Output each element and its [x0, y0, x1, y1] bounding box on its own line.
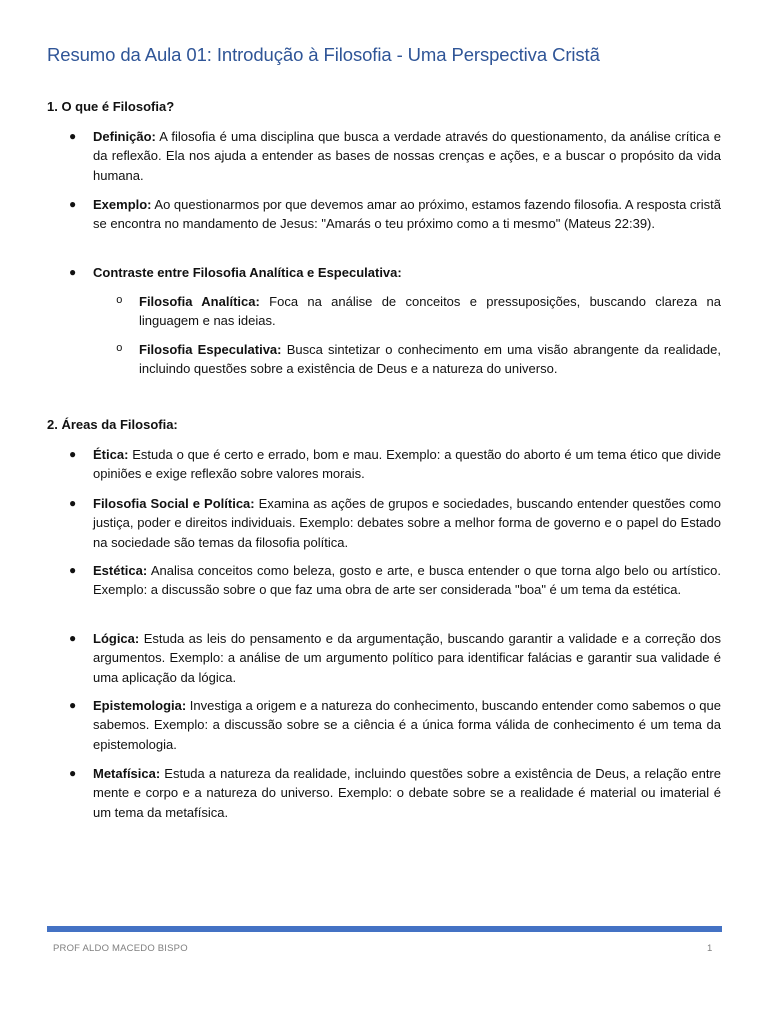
bullet-dot-icon: ● [69, 698, 77, 712]
list-item-etica [69, 445, 721, 484]
list-item-logica [69, 629, 721, 687]
footer-rule [47, 926, 722, 932]
item-text: A filosofia é uma disciplina que busca a verdade através do questionamento, da análise crítica e da reflexão. Ela nos ajuda a entender as bases de nossas crenças e ações, e a buscar o propósito da vida humana. [93, 129, 721, 183]
sub-item-especulativa [116, 340, 721, 379]
bullet-dot-icon: ● [69, 447, 77, 461]
bullet-dot-icon: ● [69, 197, 77, 211]
sub-item-label: Filosofia Analítica: [139, 294, 260, 309]
bullet-dot-icon: ● [69, 265, 77, 279]
list-item-filosofia-social-politica [69, 494, 721, 552]
bullet-circle-icon: o [116, 343, 123, 355]
item-text: Estuda o que é certo e errado, bom e mau. Exemplo: a questão do aborto é um tema ético que divide opiniões e exige reflexão sobre valores morais. [93, 447, 721, 482]
document-title: Resumo da Aula 01: Introdução à Filosofia - Uma Perspectiva Cristã [47, 44, 600, 65]
section-2-heading: 2. Áreas da Filosofia: [47, 417, 178, 432]
bullet-circle-icon: o [116, 295, 123, 307]
item-text: Estuda a natureza da realidade, incluindo questões sobre a existência de Deus, a relação entre mente e corpo e a natureza do universo. Exemplo: o debate sobre se a realidade é material ou imaterial é um tema da metafísica. [93, 766, 721, 820]
item-label: Definição: [93, 129, 156, 144]
bullet-dot-icon: ● [69, 631, 77, 645]
item-text: Estuda as leis do pensamento e da argumentação, buscando garantir a validade e a correção dos argumentos. Exemplo: a análise de um argumento político para identificar falácias e garantir sua validade é uma aplicação da lógica. [93, 631, 721, 685]
item-text: Examina as ações de grupos e sociedades, buscando entender questões como justiça, poder e direitos individuais. Exemplo: debates sobre a melhor forma de governo e o papel do Estado na sociedade são temas da filosofia política. [93, 496, 721, 550]
list-item-epistemologia [69, 696, 721, 754]
item-label: Epistemologia: [93, 698, 187, 713]
list-item-metafisica [69, 764, 721, 822]
page-number: 1 [707, 943, 713, 954]
sub-item-analitica [116, 292, 721, 331]
footer-author: PROF ALDO MACEDO BISPO [53, 943, 188, 954]
bullet-dot-icon: ● [69, 496, 77, 510]
list-item-exemplo [69, 195, 721, 234]
bullet-dot-icon: ● [69, 129, 77, 143]
sub-item-label: Filosofia Especulativa: [139, 342, 282, 357]
item-label: Estética: [93, 563, 148, 578]
sub-item-text: Busca sintetizar o conhecimento em uma visão abrangente da realidade, incluindo questões sobre a existência de Deus e a natureza do universo. [139, 342, 721, 377]
item-label: Contraste entre Filosofia Analítica e Especulativa: [93, 265, 402, 280]
item-label: Filosofia Social e Política: [93, 496, 255, 511]
bullet-dot-icon: ● [69, 766, 77, 780]
item-text: Ao questionarmos por que devemos amar ao próximo, estamos fazendo filosofia. A resposta cristã se encontra no mandamento de Jesus: "Amarás o teu próximo como a ti mesmo" (Mateus 22:39). [93, 197, 721, 232]
item-text: Investiga a origem e a natureza do conhecimento, buscando entender como sabemos o que sabemos. Exemplo: a discussão sobre se a ciência é a única forma válida de conhecimento é um tema da epistemologia. [93, 698, 721, 752]
item-label: Ética: [93, 447, 129, 462]
item-label: Lógica: [93, 631, 140, 646]
section-1-heading: 1. O que é Filosofia? [47, 99, 175, 114]
sub-item-text: Foca na análise de conceitos e pressuposições, buscando clareza na linguagem e nas ideias. [139, 294, 721, 329]
item-label: Exemplo: [93, 197, 152, 212]
list-item-definicao [69, 127, 721, 185]
list-item-contraste [69, 263, 721, 282]
item-label: Metafísica: [93, 766, 161, 781]
item-text: Analisa conceitos como beleza, gosto e arte, e busca entender o que torna algo belo ou artístico. Exemplo: a discussão sobre o que faz uma obra de arte ser considerada "boa" é um tema da estética. [93, 563, 721, 598]
list-item-estetica [69, 561, 721, 600]
bullet-dot-icon: ● [69, 563, 77, 577]
